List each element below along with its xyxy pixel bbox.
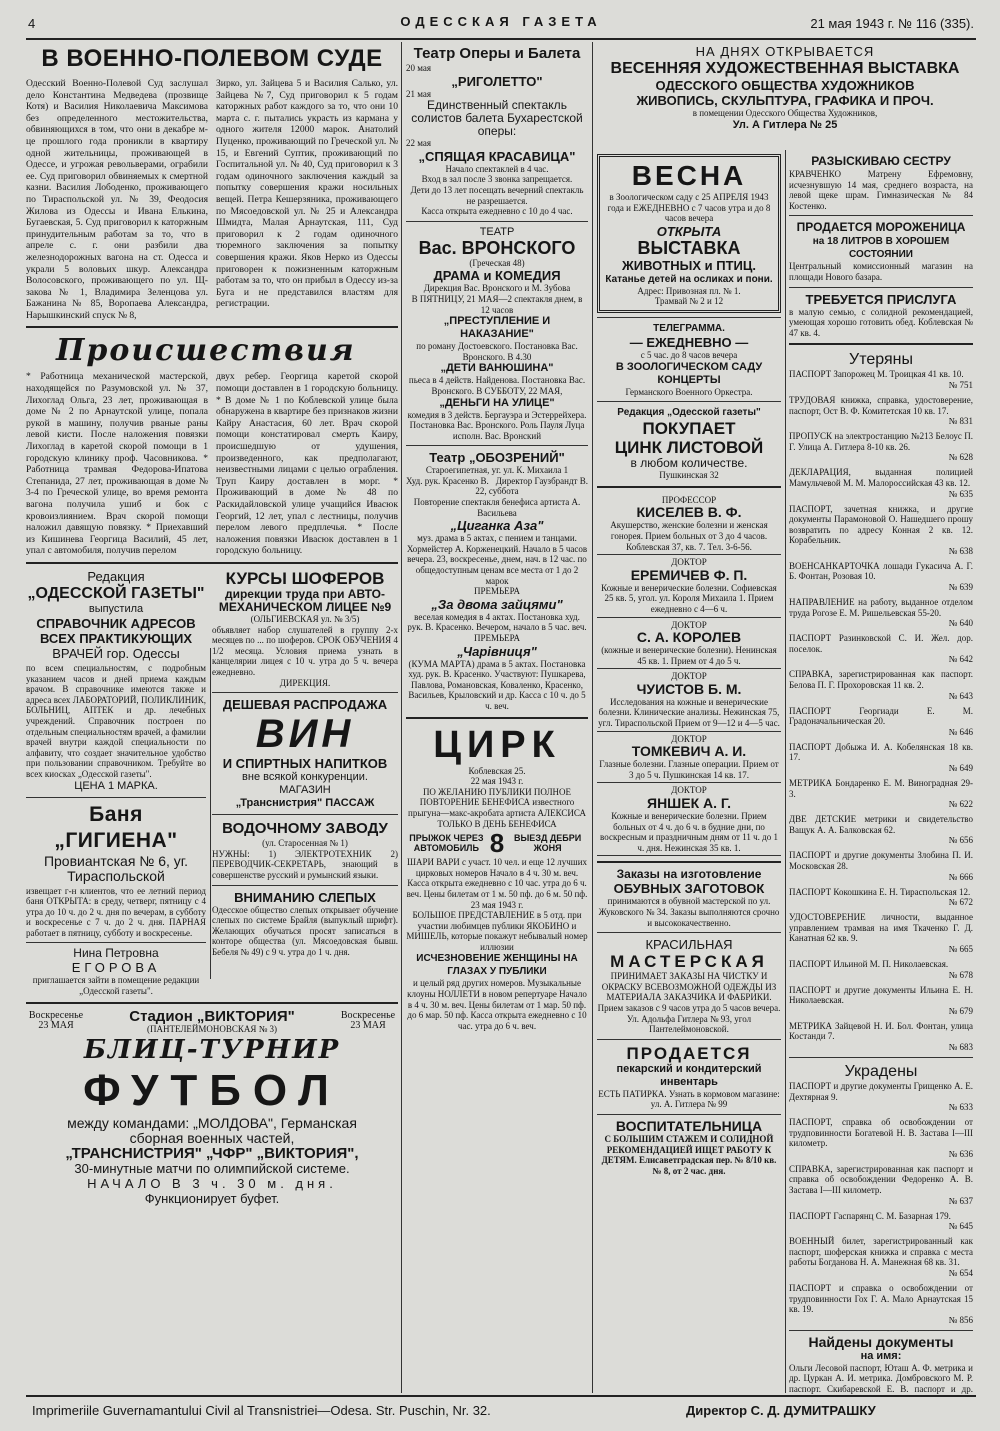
item-number: № 672 <box>948 897 973 908</box>
circus-date: 23 мая 1943 г. <box>470 899 524 910</box>
circus-address: Коблевская 25. <box>468 765 526 776</box>
item-number: № 679 <box>948 1005 973 1016</box>
doctor-text: Акушерство, женские болезни и женская гонорея. Прием больных от 3 до 4 часов. Коблевская 37, кв. 7. Тел. 3-6-56. <box>610 520 768 552</box>
football-day: Воскресенье 23 МАЯ <box>28 1009 84 1032</box>
item-number: № 640 <box>948 618 973 629</box>
doctor-ad <box>597 618 781 670</box>
obozr-text: веселая комедия в 4 актах. Постановка худ. рук. В. Красенко. Вечером, начало в 5 час. веч. <box>407 611 587 633</box>
exhibition-banner <box>597 44 973 150</box>
item-text: ПАСПОРТ Запорожец М. Троицкая 41 кв. 10. <box>789 369 964 380</box>
item-number: № 678 <box>948 969 973 980</box>
opera-date: 21 мая <box>406 88 432 99</box>
directory-line: „ОДЕССКОЙ ГАЗЕТЫ" <box>27 584 205 602</box>
wine-line: И СПИРТНЫХ НАПИТКОВ <box>222 756 388 772</box>
list-item <box>789 1211 973 1232</box>
driving-sub: дирекции труда при АВТО-МЕХАНИЧЕСКОМ ЛИЦЕЕ №9 <box>218 586 392 614</box>
found-title: Найдены документы <box>808 1333 954 1350</box>
list-item <box>789 1081 973 1112</box>
vodka-title: ВОДОЧНОМУ ЗАВОДУ <box>222 820 388 838</box>
stadium-address: (ПАНТЕЛЕЙМОНОВСКАЯ № 3) <box>146 1023 278 1034</box>
vesna-box <box>597 154 781 313</box>
list-item <box>789 1021 973 1052</box>
shoes-text: принимаются в обувной мастерской по ул. Жуковского № 34. Заказы выполняются срочно и высококачественно. <box>598 896 780 928</box>
list-item <box>789 1164 973 1206</box>
list-item <box>789 850 973 881</box>
list-item <box>789 1283 973 1325</box>
obozr-play: „За двома зайцями" <box>431 596 563 612</box>
wine-line: „Транснистрия" ПАССАЖ <box>235 797 375 810</box>
list-item <box>789 778 973 809</box>
item-text: ПАСПОРТ, справка об освобождении от трудповинности Богатевой Н. В. Застава I—III километр. <box>789 1117 973 1149</box>
vesna-tram: Трамвай № 2 и 12 <box>654 296 724 307</box>
list-item <box>789 1236 973 1278</box>
circus-text: и целый ряд других номеров. Музыкальные клоуны НОЛЛЕТИ в новом репертуаре Начало в 4 ч. 30 м. веч. Цены билетам от 1 мар. 50 пф. до 6 мар. 50 пф. Касса открыта ежедневно с 10 час. утра до 6 ч. веч. <box>407 978 587 1031</box>
page-footer <box>26 1395 976 1425</box>
list-item <box>789 959 973 980</box>
item-number: № 649 <box>948 763 973 773</box>
football-title: ФУТБОЛ <box>83 1066 341 1116</box>
circus-date: 22 мая 1943 г. <box>470 776 524 787</box>
football-teams: сборная военных частей, <box>129 1130 295 1147</box>
incidents-text: * Работница механической мастерской, находящейся по Разумовской ул. № 37, Лихоглад Ольга, 23 лет, проживающая в доме № 2 по Арнаутской улице, попала рукой в машину, получив рваные раны левой кисти. После наложения повязки Лихоглад в каретой скорой помощи в 1 городскую клинику проф. Часовникова. * Работница трамвая Федорова-Ипатова Степанида, 27 лет, проживающая в доме № 3-4 по Греческой улице, во время ремонта вагона получила ушиб и бок с кровоизлиянием. Врач скорой помощи наложил давящую повязку. * Приехавший из Кишинева Георгица Василий, 45 лет, упал с автомобиля, получив перелом <box>26 371 208 557</box>
shoes-title: ОБУВНЫХ ЗАГОТОВОК <box>613 881 765 897</box>
vesna-text: в Зоологическом саду с 25 АПРЕЛЯ 1943 года и ЕЖЕДНЕВНО с 7 часов утра и до 8 часов вечера <box>607 192 771 224</box>
item-number: № 831 <box>948 416 973 427</box>
directory-line: СПРАВОЧНИК АДРЕСОВ <box>36 615 196 631</box>
page-header <box>26 10 976 40</box>
doctors-list <box>597 493 781 857</box>
item-text: ДЕКЛАРАЦИЯ, выданная полицией Мамульчевой М. М. Малороссийская 43 кв. 12. <box>789 467 973 488</box>
item-text: ПАСПОРТ Гаспарянц С. М. Базарная 179. <box>789 1210 951 1221</box>
left-subcolumn <box>212 569 398 997</box>
item-text: МЕТРИКА Зайцевой Н. И. Бол. Фонтан, улица Костанди 7. <box>789 1020 973 1042</box>
ads-column <box>597 154 781 1396</box>
vesna-address: Адрес: Привозная пл. № 1. <box>637 285 741 296</box>
egorova-name: Нина Петровна <box>73 946 159 961</box>
football-start: НАЧАЛО В 3 ч. 30 м. дня. <box>87 1176 337 1192</box>
circus-exit-label: ВЫЕЗД ДЕБРИ ЖОНЯ <box>514 833 582 854</box>
list-item <box>789 504 973 556</box>
doctor-title: ДОКТОР <box>671 785 707 796</box>
doctor-title: ДОКТОР <box>671 557 707 568</box>
left-subcolumn <box>26 569 206 997</box>
item-number: № 683 <box>948 1041 973 1052</box>
court-title: В ВОЕННО-ПОЛЕВОМ СУДЕ <box>41 45 383 72</box>
vronsky-genre: ДРАМА и КОМЕДИЯ <box>433 268 561 284</box>
item-number: № 628 <box>948 452 973 463</box>
telegram-line: — ЕЖЕДНЕВНО — <box>629 334 749 350</box>
driving-sign: ДИРЕКЦИЯ. <box>279 677 331 688</box>
maid-title: ТРЕБУЕТСЯ ПРИСЛУГА <box>805 291 957 307</box>
wine-title: ВИН <box>255 712 355 757</box>
bath-title: Баня „ГИГИЕНА" <box>54 802 178 852</box>
imprint: Imprimeriile Guvernamantului Civil al Transnistriei—Odesa. Str. Puschin, Nr. 32. <box>32 1403 491 1418</box>
obozr-director: Директор Гаузбрандт В. <box>495 475 588 486</box>
column-rule <box>785 150 786 1393</box>
opera-cash: Касса открыта ежедневно с 10 до 4 час. <box>421 206 573 217</box>
exhibit-address: Ул. А Гитлера № 25 <box>732 118 838 131</box>
vronsky-text: комедия в 3 действ. Бергауэра и Эстеррейхера. Постановка Вас. Вронского. Роль Пауля Луца исполн. Вас. Вронский <box>407 409 587 441</box>
item-text: УДОСТОВЕРЕНИЕ личности, выданное управлением трамвая на имя Ткаченко Г. Д. Канатная 62 кв. 9. <box>789 912 973 944</box>
list-item <box>789 742 973 773</box>
telegram-line: КОНЦЕРТЫ <box>657 373 721 386</box>
obozr-date: 22, суббота <box>475 486 519 497</box>
circus-title: ЦИРК <box>433 723 561 766</box>
item-text: ПАСПОРТ и другие документы Грищенко А. Е. Дехтярная 9. <box>789 1080 973 1102</box>
list-item <box>789 369 973 390</box>
doctor-name: ТОМКЕВИЧ А. И. <box>631 743 747 760</box>
item-text: НАПРАВЛЕНИЕ на работу, выданное отделом труда Рогозе Е. М. Ришельевская 55-20. <box>789 597 973 618</box>
blind-text: Одесское общество слепых открывает обучение слепых по системе Брайля (выпуклый шрифт). Желающих обучаться просят записаться в конторе общества (ул. Мясоедовская бывш. Бебеля № 49) с 9 ч. утра до 1 ч. дня. <box>212 904 398 957</box>
opera-play: „РИГОЛЕТТО" <box>451 73 543 89</box>
bath-text: извещает г-н клиентов, что ее летний период баня ОТКРЫТА: в среду, четверг, пятницу с 4 утра до 10 ч. до 2 ч. дня по вечерам, в субботу и воскресенье с 7 ч. до 2 ч. дня. ПАРНАЯ работает в пятницу, субботу и воскресенье. <box>26 885 206 938</box>
wine-line: МАГАЗИН <box>279 784 331 797</box>
exhibit-title: ВЕСЕННЯЯ ХУДОЖЕСТВЕННАЯ ВЫСТАВКА <box>610 60 960 77</box>
circus-trick: ИСЧЕЗНОВЕНИЕ ЖЕНЩИНЫ НА ГЛАЗАХ У ПУБЛИКИ <box>416 953 578 978</box>
dye-text: ПРИНИМАЕТ ЗАКАЗЫ НА ЧИСТКУ И ОКРАСКУ ВСЕВОЗМОЖНОЙ ОДЕЖДЫ ИЗ МАТЕРИАЛА ЗАКАЗЧИКА И ФАБРИКИ. Прием заказов с 9 часов утра до 5 часов вечера. Ул. Адольфа Гитлера № 93, угол Пантелеймоновской. <box>597 971 781 1035</box>
left-section <box>26 44 398 1396</box>
vronsky-address: (Греческая 48) <box>469 257 525 268</box>
opera-title: Театр Оперы и Балета <box>413 45 581 62</box>
egorova-text: приглашается зайти в помещение редакции „Одесской газеты". <box>32 975 200 997</box>
list-item <box>789 706 973 737</box>
item-text: ПАСПОРТ Разинковской С. И. Жел. дор. поселок. <box>789 633 973 654</box>
maid-text: в малую семью, с солидной рекомендацией, умеющая хорошо готовить обед. Коблевская № 47 кв. 4. <box>789 306 973 338</box>
directory-line: ВРАЧЕЙ гор. Одессы <box>52 645 180 661</box>
bakery-text: ЕСТЬ ПАТИРКА. Узнать в кормовом магазине: ул. А. Гитлера № 99 <box>598 1088 780 1110</box>
obozr-premiere: ПРЕМЬЕРА <box>473 633 521 643</box>
item-text: ПАСПОРТ Георгиади Е. М. Градоначальническая 20. <box>789 705 973 727</box>
item-number: № 637 <box>948 1195 973 1206</box>
bakery-line: пекарский и кондитерский инвентарь <box>616 1062 762 1088</box>
obozr-text: муз. драма в 5 актах, с пением и танцами. Хормейстер А. Корженецкий. Начало в 5 часов вечера. 23, воскресенье, днем, нач. в 12 час. по общедоступным ценам все места от 1 до 2 марок <box>406 533 588 586</box>
stolen-title: Украдены <box>844 1062 918 1080</box>
opera-note: Дети до 13 лет посещать вечерний спектакль не разрешается. <box>410 184 584 206</box>
item-text: ВОЕННЫЙ билет, зарегистрированный как паспорт, шоферская книжка и справка с места работы Богданова Н. А. Манежная 68 кв. 31. <box>789 1236 973 1268</box>
item-number: № 633 <box>948 1102 973 1113</box>
telegram-line: с 5 час. до 8 часов вечера <box>640 349 738 360</box>
shoes-line: Заказы на изготовление <box>616 867 762 882</box>
item-number: № 642 <box>948 654 973 665</box>
list-item <box>789 887 973 908</box>
obozr-text: Повторение спектакля бенефиса артиста А. Васильева <box>413 497 581 518</box>
vronsky-text: пьеса в 4 действ. Найденова. Постановка Вас. Вронского. В СУББОТУ, 22 МАЯ, <box>408 375 586 396</box>
obozr-play: „Чарівниця" <box>457 643 537 659</box>
list-item <box>789 561 973 592</box>
icecream-title: ПРОДАЕТСЯ МОРОЖЕНИЦА <box>796 220 966 235</box>
blind-title: ВНИМАНИЮ СЛЕПЫХ <box>234 889 376 905</box>
football-buffet: Функционирует буфет. <box>144 1191 280 1207</box>
teacher-text: С БОЛЬШИМ СТАЖЕМ И СОЛИДНОЙ РЕКОМЕНДАЦИЕЙ ИЩЕТ РАБОТУ К ДЕТЯМ. Елисаветградская пер. № 8/10 кв. № 8, от 2 час. дня. <box>601 1133 777 1176</box>
wine-line: вне всякой конкуренции. <box>242 771 368 784</box>
item-text: ПРОПУСК на электростанцию №213 Белоус П. Г. Улица А. Гитлера 8-10 кв. 26. <box>789 431 973 452</box>
list-item <box>789 1117 973 1159</box>
column-rule <box>592 42 593 1393</box>
obozr-text: (КУМА МАРТА) драма в 5 актах. Постановка худ. рук. В. Красенко. Участвуют: Пушкарева, Павлова, Романовская, Коваленко, Красенко, Васильев, Крыловский и др. Касса с 10 ч. до 5 ч. веч. <box>408 658 586 711</box>
item-text: ПАСПОРТ, зачетная книжка, и другие документы Парамоновой О. Нашедшего прошу возвратить по адресу Конная 2 кв. 12. Корабельник. <box>789 503 973 546</box>
football-teams: „ТРАНСНИСТРИЯ" „ЧФР" „ВИКТОРИЯ", <box>65 1145 359 1163</box>
list-item <box>789 912 973 954</box>
item-text: СПРАВКА, зарегистрированная как паспорт и справка об освобождении Федоренко А. В. Застава I—III километр. <box>789 1163 973 1196</box>
exhibit-place: в помещении Одесского Общества Художников, <box>692 108 878 118</box>
vronsky-title: Вас. ВРОНСКОГО <box>418 237 576 258</box>
incidents-text: двух ребер. Георгица каретой скорой помощи доставлен в 1 городскую больницу. * В доме № 1 по Коблевской улице была обнаружена в квартире без признаков жизни Кайру Анастасия, 60 лет. Врач скорой помощи констатировал смерть Каиру, происшедшую от удушения, произведенного, как предполагают, неизвестными лицами с целью ограбления. Труп Каиру доставлен в морг. * Проживающий в доме № 48 по Раскидайловской улице учащийся Ивасюк Георгий, 12 лет, упал с лестницы, получив перелом левого предплечья. * После наложения повязки Ивасюк доставлен в 1 городскую больницу. <box>216 371 398 557</box>
sister-text: КРАВЧЕНКО Матрену Ефремовну, исчезнувшую 14 мая, среднего возраста, на левой щеке шрам. Гимназическая № 84 Костенко. <box>789 169 973 211</box>
doctor-title: ДОКТОР <box>671 619 707 630</box>
vronsky-direction: Дирекция Вас. Вронского и М. Зубова <box>423 283 571 294</box>
directory-line: Редакция <box>87 568 145 584</box>
vronsky-play: „ДЕНЬГИ НА УЛИЦЕ" <box>439 396 555 409</box>
court-text: Зирко, ул. Зайцева 5 и Василия Салько, ул. Зайцева №7, Суд приговорил к 5 годам каторжных работ каждого за то, что они 10 марта с. г. пытались украсть из кармана у одного жителя 12000 марок. Анатолий Пуценко, проживающий по Греческой ул. № 15, и Евгений Суптик, проживающий по Госпитальной ул. № 40, Суд приговорил к 3 годам одиночного заключения каждый за попытку совершения кражи носильных вещей. Петра Кешерзяника, проживающего по Мясоедовской ул. № 25 и Александра Шмидта, Малая Арнаутская, 111, Суд приговорил к 2 годам одиночного тюремного заключения за попытку совершения кражи. Яков Нерко из Одессы приговорен к пожизненным каторжным работам за то, что он прибыл в Одессу из-за Буга и не представился властям для регистрации. <box>216 78 398 310</box>
exhibit-line: ЖИВОПИСЬ, СКУЛЬПТУРА, ГРАФИКА И ПРОЧ. <box>636 93 934 108</box>
item-text: ПАСПОРТ Ильиной М. П. Николаевская. <box>789 958 949 969</box>
doctor-name: КИСЕЛЕВ В. Ф. <box>636 504 742 521</box>
vesna-line: ОТКРЫТА <box>656 223 722 239</box>
vronsky-play: „ПРЕСТУПЛЕНИЕ И НАКАЗАНИЕ" <box>443 315 551 341</box>
doctor-text: Исследования на кожные и венерические болезни. Клинические анализы. Нежинская 75, угл. Тираспольской Прием от 9—12 и 4—5 час. <box>598 696 780 729</box>
item-text: СПРАВКА, зарегистрированная как паспорт. Белова П. Г. Прохоровская 11 кв. 2. <box>789 669 973 691</box>
item-number: № 635 <box>948 488 973 499</box>
doctor-name: С. А. КОРОЛЕВ <box>636 629 742 646</box>
found-sub: на имя: <box>860 1349 902 1362</box>
opera-play: Единственный спектакль солистов балета Бухарестской оперы: <box>411 98 583 139</box>
lost-list <box>789 369 973 1052</box>
masthead: ОДЕССКАЯ ГАЗЕТА <box>400 14 602 29</box>
football-header <box>26 1009 398 1035</box>
opera-date: 22 мая <box>406 138 432 149</box>
doctor-text: Кожные и венерические болезни. Софиевская 25 кв. 5, угол. ул. Короля Михаила 1. Прием ежедневно с 4—6 ч. <box>601 582 777 614</box>
obozr-art-director: Худ. рук. Красенко В. <box>406 475 489 486</box>
opera-note: Вход в зал после 3 звонка запрещается. <box>421 174 573 185</box>
item-number: № 646 <box>948 726 973 737</box>
doctor-ad <box>597 669 781 731</box>
football-rule: 30-минутные матчи по олимпийской системе. <box>74 1161 350 1177</box>
obozr-title: Театр „ОБОЗРЕНИЙ" <box>429 450 565 466</box>
theatre-column <box>406 44 588 1396</box>
doctor-ad <box>597 493 781 555</box>
vesna-title: ВЕСНА <box>631 160 747 191</box>
circus-jump <box>406 829 588 857</box>
item-text: ВОЕНСАНКАРТОЧКА лошади Гукасича А. Г. Б. Фонтан, Розовая 10. <box>789 560 973 582</box>
stadium-name: Стадион „ВИКТОРИЯ" <box>129 1007 295 1025</box>
column-rule <box>401 42 402 1393</box>
item-number: № 666 <box>948 871 973 882</box>
item-text: ПАСПОРТ и другие документы Ильина Е. Н. Николаевская. <box>789 984 973 1006</box>
doctor-title: ДОКТОР <box>671 671 707 682</box>
list-item <box>789 395 973 426</box>
wine-line: ДЕШЕВАЯ РАСПРОДАЖА <box>222 697 388 713</box>
teacher-title: ВОСПИТАТЕЛЬНИЦА <box>615 1117 763 1134</box>
obozr-play: „Циганка Аза" <box>450 518 544 534</box>
doctor-name: ЕРЕМИЧЕВ Ф. П. <box>630 566 748 583</box>
vodka-address: (ул. Старосенная № 1) <box>262 838 348 849</box>
zinc-line: в любом количестве. <box>630 456 748 471</box>
item-text: МЕТРИКА Бондаренко Е. М. Виноградная 29-3. <box>789 778 973 799</box>
driving-title: КУРСЫ ШОФЕРОВ <box>225 568 385 588</box>
doctor-text: Глазные болезни. Глазные операции. Прием от 3 до 5 ч. Пушкинская 14 кв. 17. <box>599 759 779 780</box>
doctor-title: ПРОФЕССОР <box>661 494 717 505</box>
court-text: Одесский Военно-Полевой Суд заслушал дело Константина Медведева (прозвище Котя) и Василия Николаевича Максимова без определенного местожительства, обвиняющихся в том, что они в декабре м-це прошлого года проникли в квартиру одной жительницы, проживающей в Одессе, и угрожая револьверами, ограбили ее. Суд приговорил обвиняемых к смертной казни. Василия Лободенко, проживающего по Тираспольской ул. № 39, Феодосия Жилова из Одессы и Ивана Елькина, Бугаевская, 5. Суд приговорил к каторжным принудительным работам за то, что в апреле с. г. они разбили два железнодорожных вагона на ст. Одесса и украли 5 воловьих шкур. Александра Волосовского, проживающего по ул. Щ-закова № 1, Владимира Зеленцова ул. Бажанина № 85, Воропаева Александра, Нарышкинский спуск № 8, <box>26 78 208 321</box>
dye-title: МАСТЕРСКАЯ <box>610 952 768 972</box>
doctor-ad <box>597 732 781 784</box>
doctor-name: ЧУИСТОВ Б. М. <box>636 680 742 697</box>
bakery-title: ПРОДАЕТСЯ <box>626 1043 752 1063</box>
item-text: ПАСПОРТ Добыжа И. А. Кобелянская 18 кв. 17. <box>789 741 973 763</box>
item-text: ДВЕ ДЕТСКИЕ метрики и свидетельство Ващук А. А. Балковская 62. <box>789 814 973 835</box>
dye-line: КРАСИЛЬНАЯ <box>645 937 733 953</box>
found-text: Ольги Лесовой паспорт, Юташ А. Ф. метрика и др. Цуркан А. И. метрика. Домбровского М. Р. паспорт. Скибаревской Е. В. паспорт и др. <box>789 1362 973 1394</box>
item-number: № 654 <box>948 1268 973 1279</box>
item-number: № 751 <box>948 379 973 390</box>
item-number: № 622 <box>948 799 973 810</box>
item-number: № 656 <box>948 835 973 846</box>
doctor-ad <box>597 783 781 856</box>
doctor-name: ЯНШЕК А. Г. <box>647 795 731 812</box>
zinc-line: Редакция „Одесской газеты" <box>617 407 761 419</box>
directory-line: ВСЕХ ПРАКТИКУЮЩИХ <box>39 630 193 646</box>
list-item <box>789 597 973 628</box>
doctor-ad <box>597 555 781 617</box>
circus-text: ШАРИ ВАРИ с участ. 10 чел. и еще 12 лучших цирковых номеров Начало в 4 ч. 30 м. веч. Касса открыта ежедневно с 10 час. утра до 6 ч. веч. Цены билетам от 1 м. 50 пф. до 6 м. 50 пф. <box>406 857 588 899</box>
vodka-text: НУЖНЫ: 1) ЭЛЕКТРОТЕХНИК 2) ПЕРЕВОДЧИК-СЕКРЕТАРЬ, знающий в совершенстве русский и румынский языки. <box>212 848 398 880</box>
blitz-title: БЛИЦ-ТУРНИР <box>83 1035 341 1066</box>
vesna-line: ЖИВОТНЫХ и ПТИЦ. <box>622 257 756 273</box>
classifieds-column <box>789 154 973 1396</box>
zinc-line: Пушкинская 32 <box>659 470 719 481</box>
telegram-line: Германского Военного Оркестра. <box>625 386 753 397</box>
item-text: ТРУДОВАЯ книжка, справка, удостоверение, паспорт, Ост В. Ф. Комитетская 10 кв. 17. <box>789 394 973 416</box>
director: Директор С. Д. ДУМИТРАШКУ <box>686 1403 876 1418</box>
opera-start: Начало спектаклей в 4 час. <box>445 163 549 174</box>
obozr-address: Староегипетная, уг. ул. К. Михаила 1 <box>425 465 569 476</box>
vesna-line: ВЫСТАВКА <box>637 237 741 258</box>
vronsky-text: по роману Достоевского. Постановка Вас. Вронского. В 4.30 <box>416 341 578 362</box>
vronsky-play: „ДЕТИ ВАНЮШИНА" <box>440 362 554 375</box>
vronsky-line: ТЕАТР <box>479 225 515 238</box>
item-number: № 856 <box>948 1314 973 1325</box>
stolen-list <box>789 1081 973 1325</box>
page-number: 4 <box>28 16 36 31</box>
telegram-line: ТЕЛЕГРАММА. <box>653 322 725 334</box>
list-item <box>789 814 973 845</box>
list-item <box>789 633 973 664</box>
doctor-text: (кожные и венерические болезни). Ненинская 45 кв. 1. Прием от 4 до 5 ч. <box>601 645 777 666</box>
obozr-premiere: ПРЕМЬЕРА <box>473 586 521 597</box>
telegram-line: В ЗООЛОГИЧЕСКОМ САДУ <box>615 360 763 373</box>
egorova-surname: ЕГОРОВА <box>71 960 161 976</box>
item-number: № 665 <box>948 943 973 954</box>
football-day: Воскресенье 23 МАЯ <box>340 1009 396 1032</box>
circus-number: 8 <box>489 828 505 859</box>
zinc-title: ЦИНК ЛИСТОВОЙ <box>614 438 764 458</box>
opera-date: 20 мая <box>406 63 432 73</box>
vesna-line: Катанье детей на осликах и пони. <box>605 273 773 285</box>
sister-title: РАЗЫСКИВАЮ СЕСТРУ <box>811 154 951 168</box>
circus-text: ПО ЖЕЛАНИЮ ПУБЛИКИ ПОЛНОЕ ПОВТОРЕНИЕ БЕНЕФИСА известного прыгуна—макс-акробата артиста АЛЕКСИСА ТОЛЬКО В ДЕНЬ БЕНЕФИСА <box>408 786 586 829</box>
list-item <box>789 467 973 498</box>
item-text: ПАСПОРТ и другие документы Злобина П. И. Московская 28. <box>789 850 973 871</box>
directory-line: выпустила <box>88 602 144 615</box>
exhibit-line: ОДЕССКОГО ОБЩЕСТВА ХУДОЖНИКОВ <box>655 78 915 93</box>
directory-price: ЦЕНА 1 МАРКА. <box>74 779 158 792</box>
issue-date: 21 мая 1943 г. № 116 (335). <box>810 16 974 31</box>
football-teams: между командами: „МОЛДОВА", Германская <box>67 1115 357 1132</box>
circus-jump-label: ПРЫЖОК ЧЕРЕЗ АВТОМОБИЛЬ <box>409 833 484 854</box>
bath-address: Провиантская № 6, уг. Тираспольской <box>43 852 189 884</box>
vronsky-text: В ПЯТНИЦУ, 21 МАЯ—2 спектакля днем, в 12 часов <box>411 293 583 315</box>
directory-text: по всем специальностям, с подробным указанием часов и дней приема каждым врачом. В справочнике имеются также и адреса всех ЛАБОРАТОРИЙ, ПОЛИКЛИНИК, БОЛЬНИЦ, АПТЕК и др. лечебных учреждений. Справочник построен по отдельным специальностям врачей, а фамилии врачей внутри каждой специальности по алфавиту, что создает значительное удобство при пользовании справочником. Требуйте во всех киосках „Одесской газеты". <box>26 662 206 779</box>
item-text: ПАСПОРТ Кокошкина Е. Н. Тираспольская 12. <box>789 886 971 897</box>
list-item <box>789 669 973 700</box>
item-number: № 645 <box>948 1221 973 1232</box>
opera-play: „СПЯЩАЯ КРАСАВИЦА" <box>418 148 576 164</box>
item-number: № 643 <box>948 690 973 701</box>
item-number: № 639 <box>948 582 973 593</box>
item-text: ПАСПОРТ и справка о освобождении от трудповинности Гох Г. А. Мало Арнаутская 15 кв. 19. <box>789 1283 973 1315</box>
doctor-text: Кожные и венерические болезни. Прием больных от 4 ч. до 6 ч. в будние дни, по воскресным и праздничным дням от 11 ч. до 1 ч. дня. Нежинская 35 кв. 1. <box>600 811 778 853</box>
list-item <box>789 985 973 1016</box>
exhibit-line: НА ДНЯХ ОТКРЫВАЕТСЯ <box>695 44 875 59</box>
icecream-sub: на 18 ЛИТРОВ В ХОРОШЕМ СОСТОЯНИИ <box>812 236 950 261</box>
doctor-title: ДОКТОР <box>671 733 707 744</box>
lost-title: Утеряны <box>849 351 913 369</box>
item-number: № 638 <box>948 545 973 556</box>
driving-address: (ОЛЬГИЕВСКАЯ ул. № 3/5) <box>250 613 360 624</box>
list-item <box>789 431 973 462</box>
driving-text: объявляет набор слушателей в группу 2-х месяцев по ... по шоферов. СРОК ОБУЧЕНИЯ 4 1/2 месяца. Условия приема узнать в канцелярии лицея с 10 ч. утра до 5 ч. вечера ежедневно. <box>212 624 398 677</box>
item-number: № 636 <box>948 1148 973 1159</box>
circus-text: БОЛЬШОЕ ПРЕДСТАВЛЕНИЕ в 5 отд. при участии любимцев публики ЯКОБИНО и МИШЕЛЬ, которые покажут небывалый номер иллюзии <box>406 910 588 952</box>
incidents-title: Происшествия <box>56 333 356 369</box>
zinc-line: ПОКУПАЕТ <box>642 419 736 439</box>
icecream-text: Центральный комиссионный магазин на площади Нового базара. <box>789 261 973 282</box>
